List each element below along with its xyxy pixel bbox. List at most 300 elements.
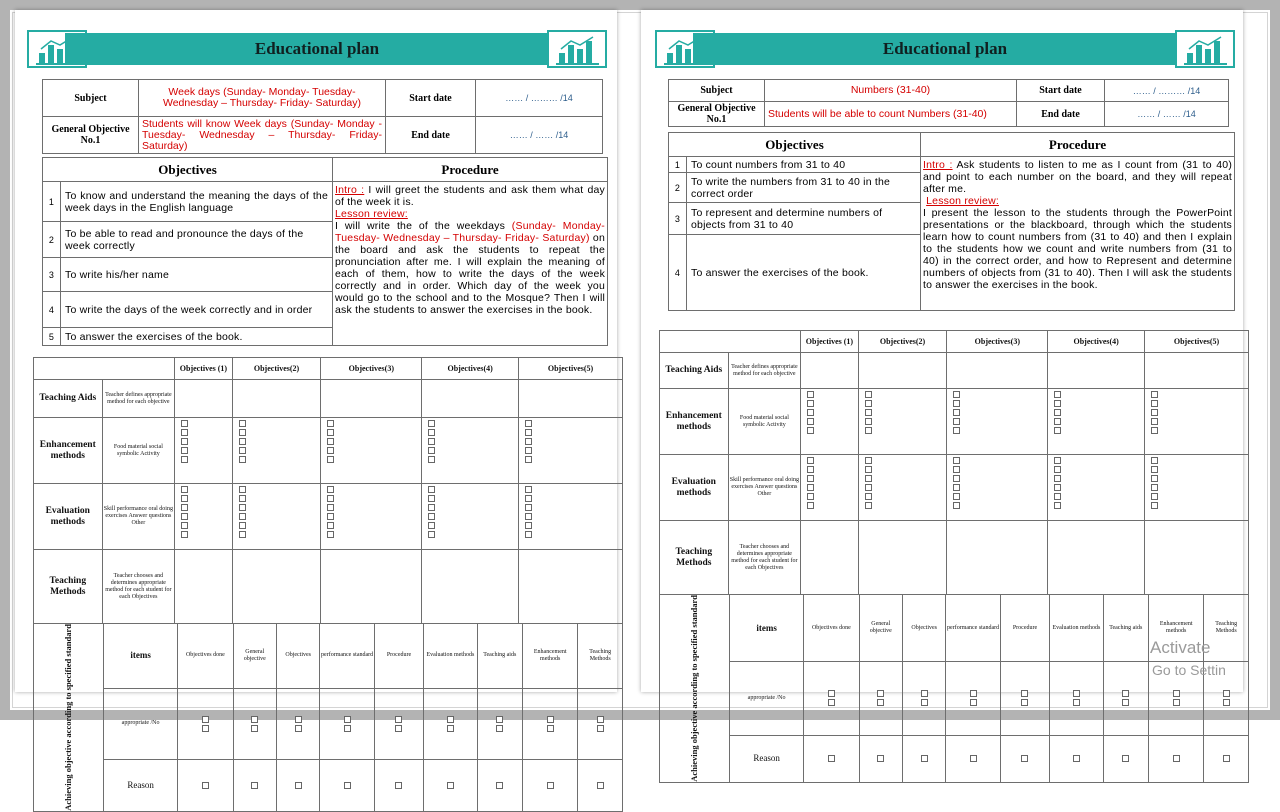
grid-cell — [947, 353, 1048, 389]
appropriate-yes-checkbox[interactable] — [877, 690, 884, 697]
method-checkbox[interactable] — [1151, 466, 1158, 473]
objective-column-header: Objectives(2) — [858, 331, 947, 353]
lesson-review-label: Lesson review: — [335, 208, 408, 220]
appropriate-no-checkbox[interactable] — [828, 699, 835, 706]
method-checkbox[interactable] — [1151, 457, 1158, 464]
method-checkbox[interactable] — [525, 420, 532, 427]
method-checkbox[interactable] — [865, 427, 872, 434]
subject-label: Subject — [43, 80, 139, 117]
reason-checkbox[interactable] — [202, 782, 209, 789]
grid-row-subtext: Skill performance oral doing exercises Answer questions Other — [728, 455, 801, 521]
general-objective-label: General Objective No.1 — [43, 117, 139, 154]
appropriate-no-checkbox[interactable] — [295, 725, 302, 732]
intro-label: Intro : — [335, 184, 365, 196]
item-column-header: Objectives done — [178, 624, 233, 689]
objective-column-header: Objectives(5) — [1145, 331, 1249, 353]
grid-cell — [422, 550, 519, 624]
appropriate-no-checkbox[interactable] — [496, 725, 503, 732]
method-checkbox[interactable] — [181, 531, 188, 538]
method-checkbox[interactable] — [181, 438, 188, 445]
method-checkbox[interactable] — [953, 466, 960, 473]
method-checkbox[interactable] — [953, 391, 960, 398]
page-title: Educational plan — [65, 33, 569, 65]
grid-row-header: Teaching Aids — [34, 380, 103, 418]
grid-row-subtext: Teacher defines appropriate method for each objective — [728, 353, 801, 389]
method-checkbox[interactable] — [428, 513, 435, 520]
method-checkbox[interactable] — [525, 531, 532, 538]
subject-value: Week days (Sunday- Monday- Tuesday- Wednesday – Thursday- Friday- Saturday) — [139, 80, 386, 117]
method-checkbox[interactable] — [428, 504, 435, 511]
method-checkbox[interactable] — [953, 457, 960, 464]
method-checkbox[interactable] — [1054, 475, 1061, 482]
method-checkbox[interactable] — [953, 502, 960, 509]
grid-row-header: Enhancement methods — [660, 389, 729, 455]
method-checkbox[interactable] — [181, 513, 188, 520]
lesson-review-text: I present the lesson to the students through the PowerPoint presentations or the blackboard, through which the students learn how to count numbers from (31 to 40) and then I explain to the students how we count and write numbers from (31 to 40) in the correct order, and how to Represent and determine numbers of objects from (31 to 40). Then I will ask the students to answer the exercises in the book. — [923, 207, 1233, 291]
grid-cell — [519, 380, 623, 418]
method-checkbox[interactable] — [181, 522, 188, 529]
method-checkbox[interactable] — [807, 427, 814, 434]
reason-checkbox[interactable] — [496, 782, 503, 789]
objective-column-header: Objectives(4) — [422, 358, 519, 380]
method-checkbox[interactable] — [428, 429, 435, 436]
appropriate-yes-checkbox[interactable] — [547, 716, 554, 723]
objective-number: 2 — [43, 222, 61, 258]
grid-row-subtext: Teacher chooses and determines appropriate method for each student for each Objectives — [102, 550, 175, 624]
evaluation-grid — [659, 330, 1249, 595]
item-column-header: Enhancement methods — [523, 624, 578, 689]
left-page — [15, 10, 617, 811]
objectives-table — [668, 132, 1235, 311]
appropriate-no-checkbox[interactable] — [202, 725, 209, 732]
method-checkbox[interactable] — [953, 427, 960, 434]
method-checkbox[interactable] — [865, 418, 872, 425]
objective-text: To be able to read and pronounce the days of the week correctly — [61, 222, 333, 258]
method-checkbox[interactable] — [327, 522, 334, 529]
appropriate-no-checkbox[interactable] — [395, 725, 402, 732]
subject-value: Numbers (31-40) — [765, 80, 1017, 102]
method-checkbox[interactable] — [807, 391, 814, 398]
method-checkbox[interactable] — [239, 438, 246, 445]
method-checkbox[interactable] — [428, 522, 435, 529]
method-checkbox[interactable] — [953, 475, 960, 482]
objective-number: 1 — [43, 182, 61, 222]
lesson-review-text-2: on the board and ask the students to repeat the pronunciation after me. I will explain the meaning of each of them, how to write the days of the week correctly and in order. Which day of the week you would go to the school and to the Mosque? Then I will ask the students to answer the exercises in the book. — [335, 232, 606, 316]
method-checkbox[interactable] — [327, 495, 334, 502]
general-objective-value: Students will be able to count Numbers (31-40) — [765, 102, 1017, 127]
appropriate-yes-checkbox[interactable] — [921, 690, 928, 697]
objective-text: To answer the exercises of the book. — [61, 328, 333, 346]
end-date-label: End date — [1017, 102, 1105, 127]
objective-column-header: Objectives (1) — [801, 331, 858, 353]
method-checkbox[interactable] — [428, 495, 435, 502]
reason-label: Reason — [104, 759, 178, 811]
appropriate-no-checkbox[interactable] — [877, 699, 884, 706]
item-column-header: Objectives done — [804, 595, 859, 662]
item-column-header: Evaluation methods — [1050, 595, 1103, 662]
left-header — [27, 30, 607, 68]
appropriate-yes-checkbox[interactable] — [1122, 690, 1129, 697]
method-checkbox[interactable] — [525, 513, 532, 520]
grid-row-header: Evaluation methods — [660, 455, 729, 521]
objective-column-header: Objectives(4) — [1048, 331, 1145, 353]
appropriate-yes-checkbox[interactable] — [202, 716, 209, 723]
objective-number: 5 — [43, 328, 61, 346]
method-checkbox[interactable] — [1151, 391, 1158, 398]
procedure-header: Procedure — [333, 158, 608, 182]
appropriate-no-checkbox[interactable] — [970, 699, 977, 706]
appropriate-no-checkbox[interactable] — [1021, 699, 1028, 706]
method-checkbox[interactable] — [953, 400, 960, 407]
method-checkbox[interactable] — [807, 418, 814, 425]
appropriate-yes-checkbox[interactable] — [344, 716, 351, 723]
chart-logo-icon — [1175, 30, 1235, 68]
appropriate-label: appropriate /No — [104, 688, 178, 759]
method-checkbox[interactable] — [327, 486, 334, 493]
appropriate-yes-checkbox[interactable] — [828, 690, 835, 697]
appropriate-no-checkbox[interactable] — [1173, 699, 1180, 706]
method-checkbox[interactable] — [1151, 400, 1158, 407]
item-column-header: Procedure — [1000, 595, 1049, 662]
method-checkbox[interactable] — [239, 531, 246, 538]
grid-cell — [858, 353, 947, 389]
method-checkbox[interactable] — [953, 418, 960, 425]
method-checkbox[interactable] — [525, 495, 532, 502]
method-checkbox[interactable] — [865, 457, 872, 464]
method-checkbox[interactable] — [865, 502, 872, 509]
method-checkbox[interactable] — [807, 457, 814, 464]
objective-column-header: Objectives(3) — [321, 358, 422, 380]
appropriate-yes-checkbox[interactable] — [496, 716, 503, 723]
method-checkbox[interactable] — [1054, 400, 1061, 407]
item-column-header: Teaching aids — [477, 624, 523, 689]
info-table — [42, 79, 603, 154]
lesson-review-text: I will write the of the weekdays — [335, 220, 512, 232]
method-checkbox[interactable] — [525, 456, 532, 463]
item-column-header: performance standard — [946, 595, 1000, 662]
item-column-header: Evaluation methods — [424, 624, 477, 689]
appropriate-no-checkbox[interactable] — [1073, 699, 1080, 706]
objectives-header: Objectives — [43, 158, 333, 182]
general-objective-value: Students will know Week days (Sunday- Monday - Tuesday- Wednesday – Thursday- Friday- Saturday) — [139, 117, 386, 154]
grid-row-header: Evaluation methods — [34, 484, 103, 550]
method-checkbox[interactable] — [807, 502, 814, 509]
method-checkbox[interactable] — [327, 513, 334, 520]
objective-number: 3 — [669, 203, 687, 235]
reason-checkbox[interactable] — [597, 782, 604, 789]
reason-checkbox[interactable] — [295, 782, 302, 789]
grid-cell — [321, 380, 422, 418]
achieving-objective-label: Achieving objective according to specified standard — [689, 595, 699, 782]
appropriate-yes-checkbox[interactable] — [395, 716, 402, 723]
appropriate-yes-checkbox[interactable] — [597, 716, 604, 723]
objective-text: To write his/her name — [61, 258, 333, 292]
method-checkbox[interactable] — [865, 400, 872, 407]
method-checkbox[interactable] — [327, 504, 334, 511]
item-column-header: Objectives — [902, 595, 945, 662]
grid-cell — [519, 550, 623, 624]
grid-corner — [660, 331, 801, 353]
lesson-review-label: Lesson review: — [926, 195, 999, 207]
objective-text: To answer the exercises of the book. — [687, 235, 921, 311]
method-checkbox[interactable] — [865, 466, 872, 473]
method-checkbox[interactable] — [239, 486, 246, 493]
objective-column-header: Objectives(5) — [519, 358, 623, 380]
appropriate-yes-checkbox[interactable] — [295, 716, 302, 723]
reason-checkbox[interactable] — [547, 782, 554, 789]
method-checkbox[interactable] — [181, 504, 188, 511]
method-checkbox[interactable] — [181, 447, 188, 454]
reason-label: Reason — [730, 735, 804, 782]
method-checkbox[interactable] — [1054, 391, 1061, 398]
end-date-label: End date — [386, 117, 476, 154]
activation-watermark-sub: Go to Settin — [1152, 662, 1226, 678]
start-date-label: Start date — [386, 80, 476, 117]
appropriate-yes-checkbox[interactable] — [1223, 690, 1230, 697]
grid-cell — [1145, 521, 1249, 595]
achieving-objective-table — [659, 594, 1249, 783]
method-checkbox[interactable] — [865, 493, 872, 500]
item-column-header: Enhancement methods — [1149, 595, 1204, 662]
method-checkbox[interactable] — [327, 438, 334, 445]
method-checkbox[interactable] — [1151, 475, 1158, 482]
method-checkbox[interactable] — [525, 438, 532, 445]
grid-cell — [1048, 521, 1145, 595]
method-checkbox[interactable] — [1054, 409, 1061, 416]
objective-number: 4 — [43, 292, 61, 328]
item-column-header: Teaching Methods — [1204, 595, 1249, 662]
method-checkbox[interactable] — [327, 429, 334, 436]
objective-number: 3 — [43, 258, 61, 292]
reason-checkbox[interactable] — [395, 782, 402, 789]
achieving-objective-label: Achieving objective according to specified standard — [63, 624, 73, 811]
method-checkbox[interactable] — [239, 522, 246, 529]
method-checkbox[interactable] — [428, 486, 435, 493]
method-checkbox[interactable] — [181, 486, 188, 493]
achieving-objective-table — [33, 623, 623, 812]
item-column-header: Objectives — [276, 624, 319, 689]
appropriate-label: appropriate /No — [730, 662, 804, 736]
appropriate-no-checkbox[interactable] — [1122, 699, 1129, 706]
intro-text: Ask students to listen to me as I count from (31 to 40) and point to each number on the board, and they will repeat after me. — [923, 159, 1233, 195]
method-checkbox[interactable] — [953, 484, 960, 491]
method-checkbox[interactable] — [239, 495, 246, 502]
method-checkbox[interactable] — [807, 409, 814, 416]
objectives-header: Objectives — [669, 133, 921, 157]
reason-checkbox[interactable] — [1122, 755, 1129, 762]
method-checkbox[interactable] — [1054, 418, 1061, 425]
lesson-review-days: (Sunday- Monday- Tuesday- Wednesday – Thursday- Friday- Saturday) — [335, 220, 606, 244]
procedure-cell — [333, 182, 608, 346]
method-checkbox[interactable] — [181, 429, 188, 436]
grid-row-subtext: Teacher chooses and determines appropriate method for each student for each Objectives — [728, 521, 801, 595]
method-checkbox[interactable] — [1054, 466, 1061, 473]
item-column-header: Teaching aids — [1103, 595, 1149, 662]
reason-checkbox[interactable] — [1223, 755, 1230, 762]
method-checkbox[interactable] — [525, 429, 532, 436]
items-label: items — [104, 624, 178, 689]
method-checkbox[interactable] — [807, 466, 814, 473]
start-date-label: Start date — [1017, 80, 1105, 102]
end-date-value: …… / …… /14 — [476, 117, 603, 154]
reason-checkbox[interactable] — [447, 782, 454, 789]
appropriate-no-checkbox[interactable] — [547, 725, 554, 732]
objective-number: 2 — [669, 173, 687, 203]
objective-text: To represent and determine numbers of objects from 31 to 40 — [687, 203, 921, 235]
method-checkbox[interactable] — [181, 456, 188, 463]
method-checkbox[interactable] — [239, 420, 246, 427]
method-checkbox[interactable] — [807, 484, 814, 491]
right-page — [641, 10, 1243, 782]
appropriate-no-checkbox[interactable] — [447, 725, 454, 732]
method-checkbox[interactable] — [525, 522, 532, 529]
grid-row-header: Teaching Aids — [660, 353, 729, 389]
grid-cell — [175, 550, 232, 624]
grid-row-header: Teaching Methods — [660, 521, 729, 595]
appropriate-yes-checkbox[interactable] — [251, 716, 258, 723]
objective-text: To know and understand the meaning the days of the week days in the English language — [61, 182, 333, 222]
method-checkbox[interactable] — [327, 456, 334, 463]
intro-text: I will greet the students and ask them what day of the week it is. — [335, 184, 606, 208]
method-checkbox[interactable] — [1151, 409, 1158, 416]
method-checkbox[interactable] — [807, 400, 814, 407]
reason-checkbox[interactable] — [1073, 755, 1080, 762]
end-date-value: …… / …… /14 — [1105, 102, 1229, 127]
method-checkbox[interactable] — [327, 531, 334, 538]
evaluation-grid — [33, 357, 623, 624]
appropriate-yes-checkbox[interactable] — [447, 716, 454, 723]
objective-column-header: Objectives(2) — [232, 358, 321, 380]
method-checkbox[interactable] — [239, 447, 246, 454]
appropriate-no-checkbox[interactable] — [597, 725, 604, 732]
objectives-table — [42, 157, 608, 346]
grid-cell — [175, 380, 232, 418]
method-checkbox[interactable] — [865, 484, 872, 491]
start-date-value: …… / ……… /14 — [476, 80, 603, 117]
method-checkbox[interactable] — [1151, 427, 1158, 434]
procedure-cell — [921, 157, 1235, 311]
objective-text: To count numbers from 31 to 40 — [687, 157, 921, 173]
method-checkbox[interactable] — [953, 493, 960, 500]
appropriate-yes-checkbox[interactable] — [1021, 690, 1028, 697]
method-checkbox[interactable] — [525, 486, 532, 493]
grid-row-header: Teaching Methods — [34, 550, 103, 624]
grid-cell — [321, 550, 422, 624]
method-checkbox[interactable] — [1054, 457, 1061, 464]
method-checkbox[interactable] — [239, 429, 246, 436]
method-checkbox[interactable] — [1151, 484, 1158, 491]
reason-checkbox[interactable] — [921, 755, 928, 762]
info-table — [668, 79, 1229, 127]
grid-cell — [1048, 353, 1145, 389]
grid-cell — [947, 521, 1048, 595]
reason-checkbox[interactable] — [828, 755, 835, 762]
objective-text: To write the days of the week correctly and in order — [61, 292, 333, 328]
activation-watermark: Activate — [1150, 638, 1211, 657]
reason-checkbox[interactable] — [344, 782, 351, 789]
item-column-header: General objective — [233, 624, 276, 689]
grid-row-header: Enhancement methods — [34, 418, 103, 484]
subject-label: Subject — [669, 80, 765, 102]
appropriate-no-checkbox[interactable] — [344, 725, 351, 732]
method-checkbox[interactable] — [1054, 484, 1061, 491]
appropriate-no-checkbox[interactable] — [251, 725, 258, 732]
chart-logo-icon — [547, 30, 607, 68]
intro-label: Intro : — [923, 159, 953, 171]
page-title: Educational plan — [693, 33, 1197, 65]
appropriate-yes-checkbox[interactable] — [970, 690, 977, 697]
method-checkbox[interactable] — [807, 475, 814, 482]
start-date-value: …… / ……… /14 — [1105, 80, 1229, 102]
method-checkbox[interactable] — [953, 409, 960, 416]
grid-cell — [801, 353, 858, 389]
grid-cell — [801, 521, 858, 595]
right-header — [655, 30, 1235, 68]
method-checkbox[interactable] — [181, 420, 188, 427]
method-checkbox[interactable] — [1054, 502, 1061, 509]
method-checkbox[interactable] — [865, 409, 872, 416]
general-objective-label: General Objective No.1 — [669, 102, 765, 127]
reason-checkbox[interactable] — [970, 755, 977, 762]
reason-checkbox[interactable] — [1021, 755, 1028, 762]
method-checkbox[interactable] — [239, 504, 246, 511]
objective-number: 1 — [669, 157, 687, 173]
item-column-header: performance standard — [320, 624, 374, 689]
objective-column-header: Objectives(3) — [947, 331, 1048, 353]
method-checkbox[interactable] — [239, 513, 246, 520]
method-checkbox[interactable] — [865, 475, 872, 482]
method-checkbox[interactable] — [1151, 502, 1158, 509]
method-checkbox[interactable] — [327, 447, 334, 454]
method-checkbox[interactable] — [428, 531, 435, 538]
method-checkbox[interactable] — [865, 391, 872, 398]
grid-row-subtext: Teacher defines appropriate method for each objective — [102, 380, 175, 418]
appropriate-yes-checkbox[interactable] — [1073, 690, 1080, 697]
reason-checkbox[interactable] — [251, 782, 258, 789]
items-label: items — [730, 595, 804, 662]
appropriate-no-checkbox[interactable] — [1223, 699, 1230, 706]
method-checkbox[interactable] — [428, 447, 435, 454]
method-checkbox[interactable] — [428, 420, 435, 427]
method-checkbox[interactable] — [525, 504, 532, 511]
grid-cell — [232, 380, 321, 418]
reason-checkbox[interactable] — [1173, 755, 1180, 762]
grid-corner — [34, 358, 175, 380]
grid-row-subtext: Food material social symbolic Activity — [102, 418, 175, 484]
method-checkbox[interactable] — [1151, 493, 1158, 500]
grid-cell — [232, 550, 321, 624]
grid-row-subtext: Food material social symbolic Activity — [728, 389, 801, 455]
appropriate-yes-checkbox[interactable] — [1173, 690, 1180, 697]
reason-checkbox[interactable] — [877, 755, 884, 762]
method-checkbox[interactable] — [1054, 493, 1061, 500]
method-checkbox[interactable] — [327, 420, 334, 427]
item-column-header: Teaching Methods — [578, 624, 623, 689]
method-checkbox[interactable] — [181, 495, 188, 502]
grid-cell — [1145, 353, 1249, 389]
grid-cell — [422, 380, 519, 418]
method-checkbox[interactable] — [1151, 418, 1158, 425]
method-checkbox[interactable] — [428, 456, 435, 463]
method-checkbox[interactable] — [525, 447, 532, 454]
method-checkbox[interactable] — [239, 456, 246, 463]
method-checkbox[interactable] — [1054, 427, 1061, 434]
method-checkbox[interactable] — [807, 493, 814, 500]
objective-column-header: Objectives (1) — [175, 358, 232, 380]
method-checkbox[interactable] — [428, 438, 435, 445]
grid-row-subtext: Skill performance oral doing exercises Answer questions Other — [102, 484, 175, 550]
appropriate-no-checkbox[interactable] — [921, 699, 928, 706]
